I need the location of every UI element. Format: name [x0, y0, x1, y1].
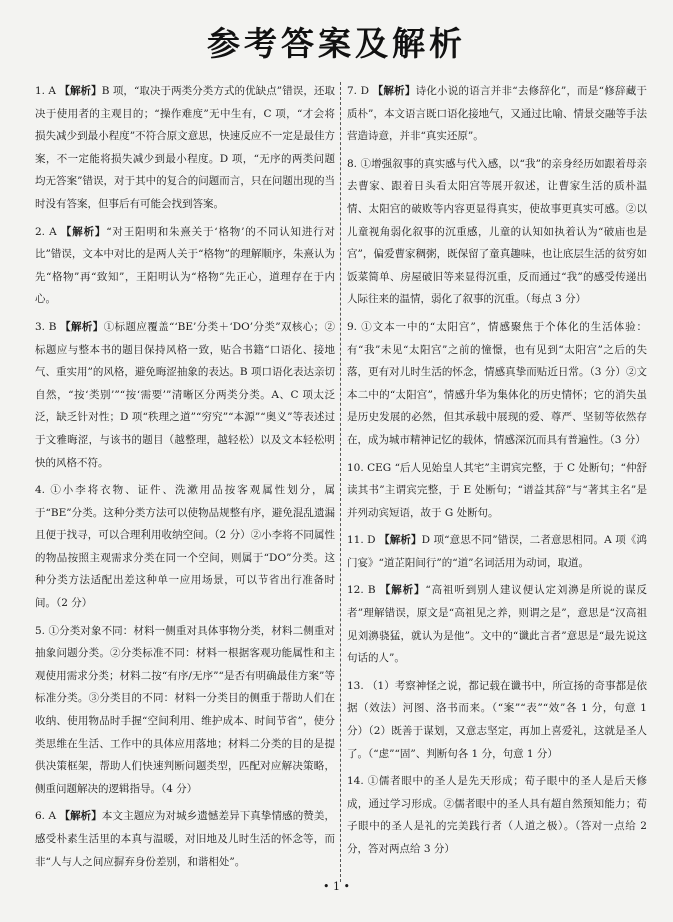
analysis-tag: 【解析】: [59, 85, 102, 97]
item-text: B 项，“取决于两类分类方式的优缺点”错误，还取决于使用者的主观目的；“操作难度”无中生有，C 项，“才会将损失减少到最小程度”不符合原文意思，快速反应不一定是最佳方案，不一定能将损失减少到最小程度。D 项，“无序的两类问题均无答案”错误，对于其中的复合的问题而言，只在问题出现的当时没有答案，但事后有可能会找到答案。: [35, 85, 335, 210]
answer-item-14: [347, 770, 647, 860]
item-number: 9.: [347, 320, 362, 333]
answer-item-13: [347, 675, 647, 765]
item-text: “后人见始皇人其宅”主谓宾完整，于 C 处断句；“仲舒读其书”主谓宾完整，于 E 处断句；“谱益其辞”与“著其主名”是并列动宾短语，故于 G 处断句。: [347, 461, 647, 519]
item-text: D 项“意思不同”错误，二者意思相同。A 项《鸿门宴》“道芷阳间行”的“道”名词活用为动词，取道。: [347, 534, 647, 569]
item-number: 13.: [347, 679, 368, 692]
right-column: [347, 80, 647, 875]
page-title: 参考答案及解析: [207, 24, 466, 63]
item-number: 12. B: [347, 584, 380, 597]
item-text: ①儒者眼中的圣人是先天形成；荀子眼中的圣人是后天修成，通过学习形成。②儒者眼中的圣人具有超自然预知能力；荀子眼中的圣人是礼的完美践行者（人道之极）。（答对一点给 2 分，答对两点给 3 分）: [347, 775, 647, 855]
analysis-tag: 【解析】: [379, 534, 422, 547]
item-number: 7. D: [347, 85, 373, 97]
item-number: 8.: [347, 157, 361, 170]
analysis-tag: 【解析】: [59, 810, 102, 823]
answer-item-9: [347, 316, 647, 452]
item-number: 1. A: [35, 85, 60, 97]
answer-item-5: [35, 620, 335, 801]
left-column: [35, 80, 335, 875]
answer-item-7: [347, 80, 647, 148]
item-text: ①分类对象不同：材料一侧重对具体事物分类，材料二侧重对抽象问题分类。②分类标准不同：材料一根据客观功能属性和主观使用需求分类；材料二按“有序/无序”“是否有明确最佳方案”等标准分类。③分类目的不同：材料一分类目的侧重于帮助人们在收纳、使用物品时手握“空间利用、维护成本、时间节省”，使分类思维在生活、工作中的具体应用落地；材料二分类的目的是提供决策框架，帮助人们快速判断问题类型，匹配对应解决策略，侧重问题解决的逻辑指导。（4 分）: [35, 624, 335, 795]
item-text: ①增强叙事的真实感与代入感，以“我”的亲身经历如跟着母亲去曹家、跟着日头看太阳宫等展开叙述，让曹家生活的质朴温情、太阳宫的破败等内容更显得真实，使故事更真实可感。②以儿童视角弱化叙事的沉重感，儿童的认知如执着认为“破庙也是宫”，偏爱曹家稠粥，既保留了童真趣味，也让底层生活的贫穷如饭菜简单、房屋破旧等来显得沉重，反而通过“我”的感受传递出人际往来的温情，弱化了叙事的沉重。（每点 3 分）: [347, 157, 647, 306]
column-divider: [340, 82, 341, 882]
item-number: 2. A: [35, 225, 61, 238]
item-text: ①小李将衣物、证件、洗漱用品按客观属性划分，属于“BE”分类。这种分类方法可以使物品规整有序，避免混乱遗漏且便于找寻，可以合理利用收纳空间。（2 分）②小李将不同属性的物品按照主观需求分类在同一个空间，则属于“DO”分类。这种分类方法适配出差这种单一应用场景，可以节省出行准备时间。（2 分）: [35, 484, 335, 610]
item-number: 14.: [347, 775, 368, 788]
item-text: “对王阳明和朱熹关于‘格物’的不同认知进行对比”错误，文本中对比的是两人关于“格物”的理解顺序，朱熹认为先“格物”再“致知”，王阳明认为“格物”先正心，道理存在于内心。: [35, 225, 335, 306]
item-text: “高祖听到别人建议便认定刘濞是所说的谋反者”理解错误，原文是“高祖见之养，则谓之是”，意思是“汉高祖见刘濞骁猛，就认为是他”。文中的“谶此言者”意思是“最先说这句话的人”。: [347, 584, 647, 665]
item-text: 诗化小说的语言并非“去修辞化”，而是“修辞藏于质朴”，本文语言既口语化接地气，又通过比喻、情景交融等手法营造诗意，并非“真实还原”。: [347, 85, 647, 143]
analysis-tag: 【解析】: [60, 320, 104, 333]
item-text: 本文主题应为对城乡遗憾差异下真挚情感的赞美，感受朴素生活里的本真与温暖，对旧地及儿时生活的怀念等，而非“人与人之间应摒弃身份差别，和谐相处”。: [35, 810, 335, 868]
answer-item-6: [35, 805, 335, 873]
item-text: ①标题应覆盖“‘BE’分类＋‘DO’分类”双核心；②标题应与整本书的题目保持风格一致，贴合书籍“口语化、接地气、重实用”的风格，避免晦涩抽象的表达。B 项口语化表达亲切自然，“按‘类别’”“按‘需要’”清晰区分两类分类。A、C 项太泛泛，缺乏针对性；D 项“秩理之道”“穷究”“本源”“奥义”等表述过于文雅晦涩，与该书的题目（越整理，越轻松）以及文本轻松明快的风格不符。: [35, 320, 335, 469]
answer-item-10: [347, 457, 647, 525]
item-number: 10. CEG: [347, 461, 395, 474]
answer-item-3: [35, 316, 335, 474]
analysis-tag: 【解析】: [60, 225, 107, 238]
analysis-tag: 【解析】: [379, 584, 426, 597]
item-number: 3. B: [35, 320, 61, 333]
page-number: • 1 •: [323, 880, 350, 893]
answer-item-4: [35, 479, 335, 615]
item-number: 5.: [35, 624, 49, 637]
item-number: 4.: [35, 484, 51, 497]
item-text: （1）考察神怪之说，都记载在谶书中，所宣扬的奇事都是依据（效法）河图、洛书而来。（“案”“表”“效”各 1 分，句意 1 分）（2）既善于谋划，又意志坚定，再加上喜爱礼，这就是圣人了。（“虑”“固”、判断句各 1 分，句意 1 分）: [347, 679, 647, 760]
answer-item-1: [35, 80, 335, 216]
item-text: ①文本一中的“太阳宫”，情感聚焦于个体化的生活体验：有“我”未见“太阳宫”之前的憧憬，也有见到“太阳宫”之后的失落，更有对儿时生活的怀念，情感真挚而贴近日常。（3 分）②文本二中的“太阳宫”，情感升华为集体化的历史情怀；它的消失虽是历史发展的必然，但其承载中展现的爱、尊严、坚韧等依然存在，成为城市精神记忆的载体，情感深沉而具有普遍性。（3 分）: [347, 320, 647, 446]
analysis-tag: 【解析】: [372, 85, 416, 97]
item-number: 6. A: [35, 810, 60, 823]
answer-item-2: [35, 221, 335, 311]
answer-item-12: [347, 579, 647, 669]
answer-item-11: [347, 529, 647, 574]
answer-item-8: [347, 153, 647, 311]
item-number: 11. D: [347, 534, 380, 547]
